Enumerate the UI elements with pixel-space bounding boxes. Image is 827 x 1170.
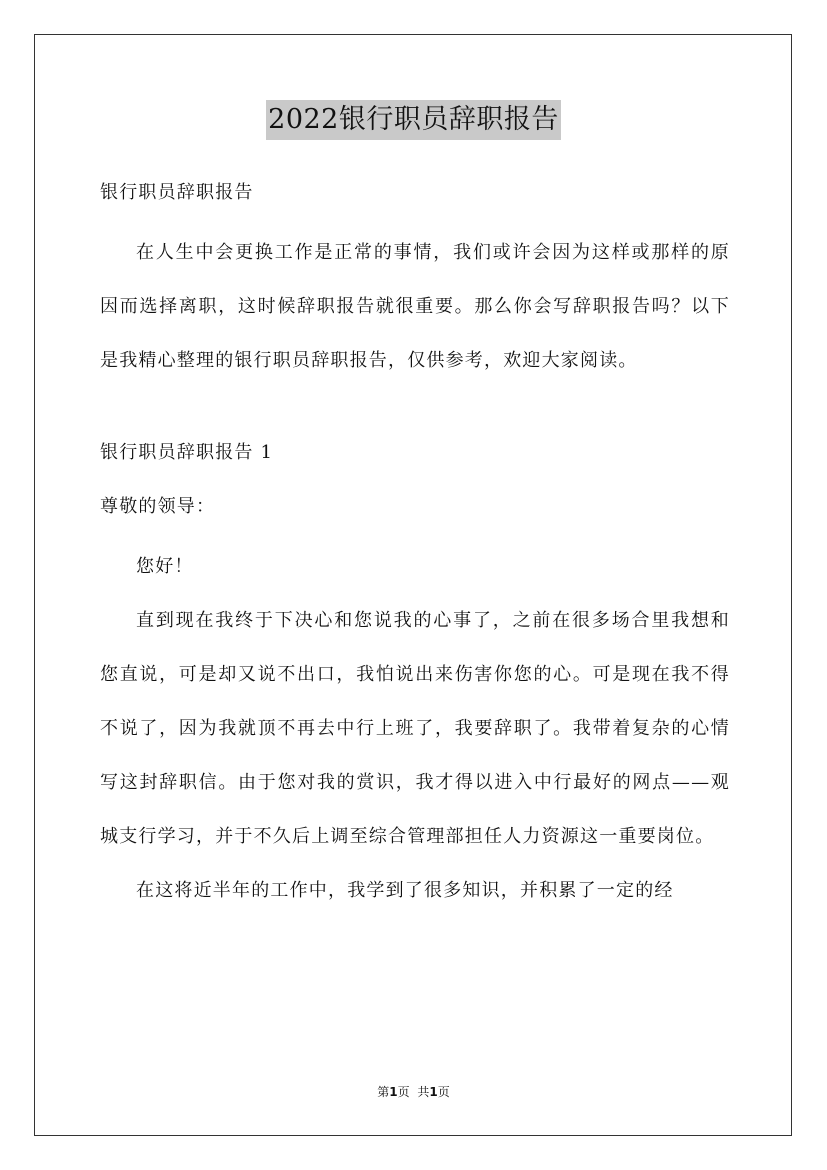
body-paragraph-2: 在这将近半年的工作中，我学到了很多知识，并积累了一定的经 [136, 880, 674, 901]
document-body [100, 172, 730, 918]
page-footer [0, 1083, 827, 1100]
footer-total-pages: 1 [429, 1085, 438, 1099]
spacer [100, 388, 730, 432]
title-container [0, 100, 827, 140]
section-heading: 银行职员辞职报告 1 [100, 442, 274, 463]
body-paragraph-1: 直到现在我终于下决心和您说我的心事了，之前在很多场合里我想和您直说，可是却又说不出口，我怕说出来伤害你您的心。可是现在我不得不说了，因为我就顶不再去中行上班了，我要辞职了。我带着复杂的心情写这封辞职信。由于您对我的赏识，我才得以进入中行最好的网点——观城支行学习，并于不久后上调至综合管理部担任人力资源这一重要岗位。 [100, 610, 730, 847]
footer-prefix: 第 [377, 1085, 390, 1099]
salutation: 尊敬的领导： [100, 496, 216, 517]
footer-page-number: 1 [389, 1085, 398, 1099]
greeting: 您好！ [136, 556, 194, 577]
document-subtitle: 银行职员辞职报告 [100, 182, 254, 203]
document-title: 2022银行职员辞职报告 [266, 100, 561, 140]
footer-page-suffix: 页 [397, 1085, 410, 1099]
footer-total-prefix: 共 [417, 1085, 430, 1099]
intro-paragraph: 在人生中会更换工作是正常的事情，我们或许会因为这样或那样的原因而选择离职，这时候辞职报告就很重要。那么你会写辞职报告吗？以下是我精心整理的银行职员辞职报告，仅供参考，欢迎大家阅读。 [100, 242, 730, 371]
footer-total-suffix: 页 [437, 1085, 450, 1099]
